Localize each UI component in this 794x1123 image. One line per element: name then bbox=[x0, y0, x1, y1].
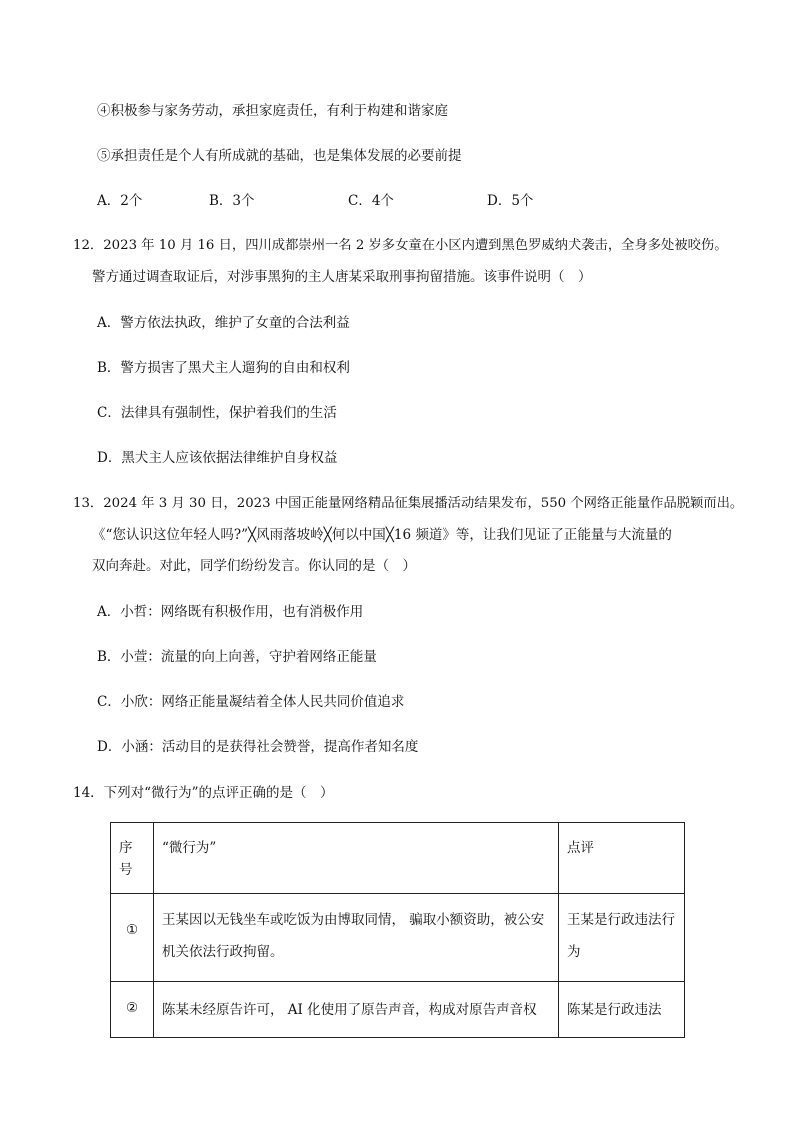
row-index: ② bbox=[111, 982, 154, 1038]
q13-stem-line-3: 双向奔赴。对此，同学们纷纷发言。你认同的是（ ） bbox=[92, 558, 416, 574]
q12-stem-line-1: 12．2023 年 10 月 16 日，四川成都崇州一名 2 岁多女童在小区内遭到黑色罗威纳犬袭击，全身多处被咬伤。 bbox=[73, 238, 728, 253]
row-behavior: 王某因以无钱坐车或吃饭为由博取同情， 骗取小额资助，被公安机关依法行政拘留。 bbox=[154, 894, 559, 982]
row-comment: 王某是行政违法行为 bbox=[559, 894, 685, 982]
header-behavior: “微行为” bbox=[154, 823, 559, 894]
table-row bbox=[111, 982, 685, 1038]
q12-option-c: C．法律具有强制性，保护着我们的生活 bbox=[97, 405, 337, 421]
header-index: 序号 bbox=[111, 823, 154, 894]
q13-option-d: D．小涵：活动目的是获得社会赞誉，提高作者知名度 bbox=[97, 739, 419, 755]
row-comment: 陈某是行政违法 bbox=[559, 982, 685, 1038]
q11-option-a: A．2个 bbox=[97, 193, 143, 209]
q11-option-c: C．4个 bbox=[348, 193, 394, 209]
q12-option-b: B．警方损害了黑犬主人遛狗的自由和权利 bbox=[97, 360, 350, 376]
q12-option-a: A．警方依法执政，维护了女童的合法利益 bbox=[97, 315, 350, 331]
q13-option-a: A．小哲：网络既有积极作用，也有消极作用 bbox=[97, 604, 364, 620]
q12-stem-line-2: 警方通过调查取证后，对涉事黑狗的主人唐某采取刑事拘留措施。该事件说明（ ） bbox=[92, 269, 592, 285]
q13-option-b: B．小萱：流量的向上向善，守护着网络正能量 bbox=[97, 649, 377, 665]
row-behavior: 陈某未经原告许可， AI 化使用了原告声音，构成对原告声音权 bbox=[154, 982, 559, 1038]
q11-statement-5: ⑤承担责任是个人有所成就的基础，也是集体发展的必要前提 bbox=[97, 148, 462, 164]
q11-statement-4: ④积极参与家务劳动，承担家庭责任，有利于构建和谐家庭 bbox=[97, 103, 448, 119]
q11-option-b: B．3个 bbox=[209, 193, 255, 209]
q13-stem-line-2: 《“您认识这位年轻人吗?”╳风雨落坡岭╳何以中国╳16 频道》等，让我们见证了正能量与大流量的 bbox=[92, 527, 672, 543]
table-row bbox=[111, 894, 685, 982]
q14-stem: 14．下列对“微行为”的点评正确的是（ ） bbox=[73, 785, 334, 801]
row-index: ① bbox=[111, 894, 154, 982]
q13-option-c: C．小欣：网络正能量凝结着全体人民共同价值追求 bbox=[97, 694, 405, 710]
table-header-row bbox=[111, 823, 685, 894]
q12-option-d: D．黑犬主人应该依据法律维护自身权益 bbox=[97, 450, 338, 466]
q11-option-d: D．5个 bbox=[487, 193, 534, 209]
q14-table bbox=[110, 822, 685, 1038]
q13-stem-line-1: 13．2024 年 3 月 30 日，2023 中国正能量网络精品征集展播活动结果发布，550 个网络正能量作品脱颖而出。 bbox=[73, 496, 744, 511]
header-comment: 点评 bbox=[559, 823, 685, 894]
